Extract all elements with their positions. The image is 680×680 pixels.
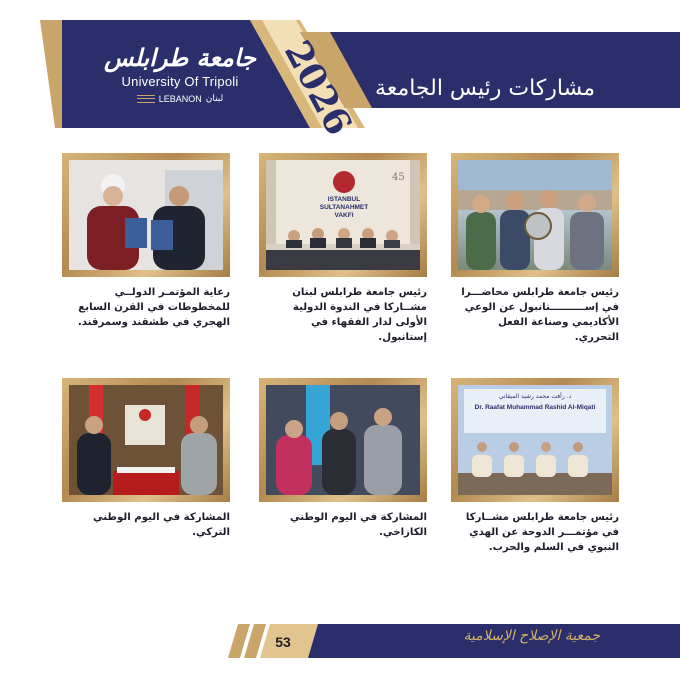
- photo-card-turkish-national-day: [62, 378, 230, 540]
- svg-text:45: 45: [392, 172, 405, 183]
- screen-text-english: Dr. Raafat Muhammad Rashid Al-Miqati: [474, 404, 596, 411]
- page-number: 53: [275, 634, 291, 650]
- photo-card-kazakh-national-day: [259, 378, 427, 540]
- year-label: 2026: [275, 33, 361, 143]
- photo-frame: [62, 153, 230, 277]
- card-caption: رئيس جامعة طرابلس مشــاركا في مؤتمـــر الدوحة عن الهدي النبوي في السلم والحرب.: [465, 512, 619, 553]
- card-caption: المشاركة في اليوم الوطني الكازاخي.: [289, 512, 427, 538]
- photo-group-award: [458, 160, 612, 270]
- card-caption: رئيس جامعة طرابلس محاضـــرا في إســــــــــتانبول عن الوعي الأكاديمي وصناعة الفعل التحرري.: [461, 287, 619, 343]
- logo-country-ar: لبنان: [205, 93, 224, 103]
- card-caption: رئيس جامعة طرابلس لبنان مشــاركا في الندوة الدولية الأولى لدار الفقهاء في إستانبول.: [292, 287, 427, 343]
- photo-conference-panel: [458, 385, 612, 495]
- logo-country: [100, 93, 260, 104]
- book-exchange-illustration: [69, 160, 223, 270]
- photo-frame: [259, 153, 427, 277]
- conference-panel-illustration: [458, 385, 612, 495]
- photo-two-men-flags: [69, 385, 223, 495]
- photo-frame: [259, 378, 427, 502]
- photo-card-doha-conference: [451, 378, 619, 555]
- photo-card-manuscripts-conference: [62, 153, 230, 330]
- decorative-bars-icon: [137, 95, 155, 103]
- screen-text-arabic: د. رأفت محمد رشيد الميقاتي: [498, 393, 572, 400]
- group-award-illustration: [458, 160, 612, 270]
- logo-english-text: University Of Tripoli: [121, 74, 239, 89]
- photo-card-istanbul-lecture: [451, 153, 619, 345]
- photo-frame: [451, 378, 619, 502]
- photo-panel-stage: [266, 160, 420, 270]
- card-caption: المشاركة في اليوم الوطني التركي.: [92, 512, 230, 538]
- page-title: مشاركات رئيس الجامعة: [375, 76, 595, 101]
- photo-frame: [451, 153, 619, 277]
- photo-card-istanbul-symposium: [259, 153, 427, 345]
- photo-frame: [62, 378, 230, 502]
- header: [0, 20, 680, 143]
- two-men-flags-illustration: [69, 385, 223, 495]
- footer-brand-text: جمعية الإصلاح الإسلامية: [463, 628, 600, 644]
- card-caption: رعاية المؤتمـر الدولــي للمخطوطات في القرن السابع الهجري في طشقند وسمرقند.: [77, 287, 230, 328]
- photo-book-exchange: [69, 160, 223, 270]
- banner-text: ISTANBUL SULTANAHMET VAKFI: [319, 196, 369, 219]
- handshake-illustration: [266, 385, 420, 495]
- photo-handshake: [266, 385, 420, 495]
- logo-arabic-text: جامعة طرابلس: [103, 43, 257, 72]
- logo-country-en: LEBANON: [158, 93, 202, 104]
- university-logo: [100, 44, 260, 132]
